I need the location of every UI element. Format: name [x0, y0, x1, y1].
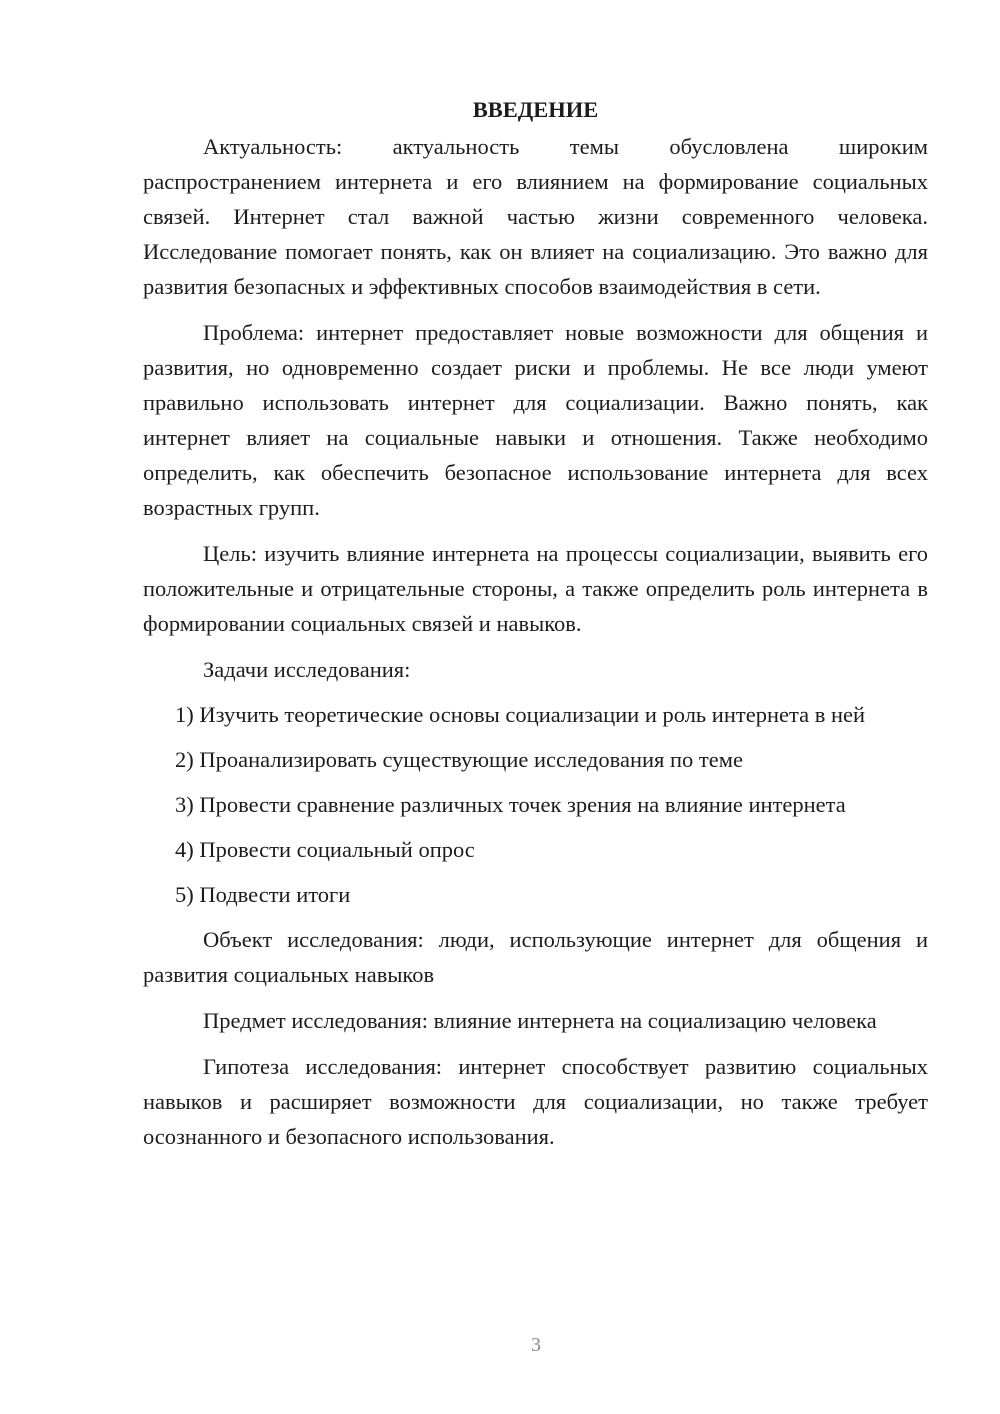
- task-item: 1) Изучить теоретические основы социализации и роль интернета в ней: [175, 702, 866, 727]
- hypothesis-paragraph: Гипотеза исследования: интернет способствует развитию социальных навыков и расширяет возможности для социализации, но также требует осознанного и безопасного использования.: [143, 1054, 928, 1149]
- task-item: 3) Провести сравнение различных точек зрения на влияние интернета: [175, 792, 846, 817]
- problem-paragraph: Проблема: интернет предоставляет новые возможности для общения и развития, но одновременно создает риски и проблемы. Не все люди умеют правильно использовать интернет для социализации. Важно понять, как интернет влияет на социальные навыки и отношения. Также необходимо определить, как обеспечить безопасное использование интернета для всех возрастных групп.: [143, 320, 928, 520]
- section-title: ВВЕДЕНИЕ: [472, 97, 599, 122]
- task-item: 5) Подвести итоги: [175, 882, 351, 907]
- page-number: 3: [531, 1334, 541, 1356]
- tasks-heading: Задачи исследования:: [203, 657, 411, 682]
- object-paragraph: Объект исследования: люди, использующие интернет для общения и развития социальных навыков: [143, 927, 928, 987]
- subject-paragraph: Предмет исследования: влияние интернета на социализацию человека: [203, 1008, 877, 1033]
- document-body: [143, 92, 928, 1165]
- relevance-paragraph: Актуальность: актуальность темы обусловлена широким распространением интернета и его влиянием на формирование социальных связей. Интернет стал важной частью жизни современного человека. Исследование помогает понять, как он влияет на социализацию. Это важно для развития безопасных и эффективных способов взаимодействия в сети.: [143, 134, 928, 299]
- task-item: 2) Проанализировать существующие исследования по теме: [175, 747, 743, 772]
- task-item: 4) Провести социальный опрос: [175, 837, 475, 862]
- goal-paragraph: Цель: изучить влияние интернета на процессы социализации, выявить его положительные и отрицательные стороны, а также определить роль интернета в формировании социальных связей и навыков.: [143, 541, 928, 636]
